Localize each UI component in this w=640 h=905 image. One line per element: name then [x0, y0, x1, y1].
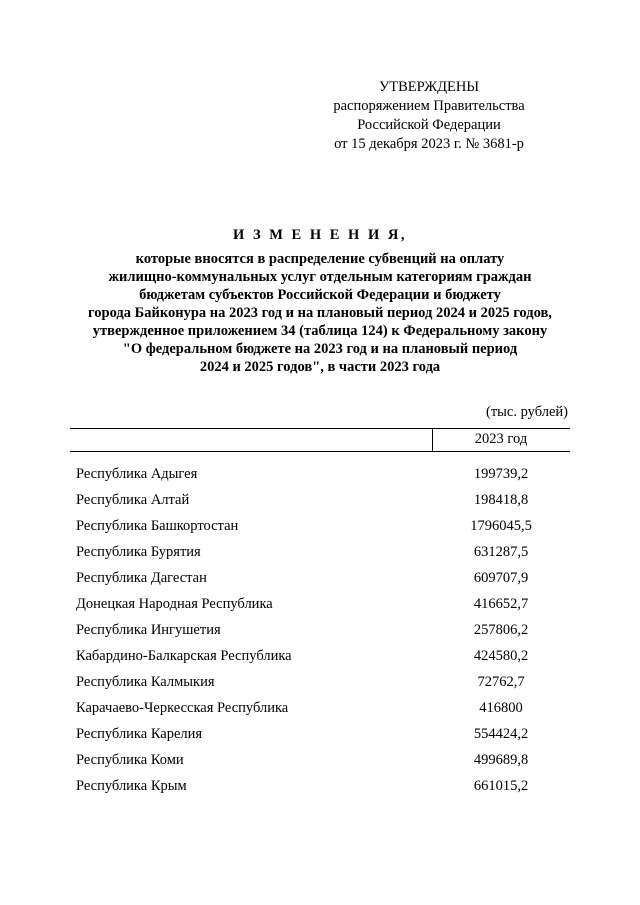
region-name: Республика Бурятия [76, 544, 201, 560]
table-row [76, 568, 570, 594]
subtitle-line: жилищно-коммунальных услуг отдельным категориям граждан [108, 269, 532, 285]
region-name: Республика Алтай [76, 492, 190, 508]
subtitle-line: бюджетам субъектов Российской Федерации и бюджету [139, 287, 501, 303]
table-row [76, 724, 570, 750]
table-row [76, 698, 570, 724]
table-body [76, 464, 570, 802]
region-value: 424580,2 [473, 648, 529, 664]
region-value: 554424,2 [473, 726, 529, 742]
table-row [76, 620, 570, 646]
subtitle-line: города Байконура на 2023 год и на плановый период 2024 и 2025 годов, [88, 305, 552, 321]
table-row [76, 594, 570, 620]
region-value: 631287,5 [473, 544, 529, 560]
region-name: Республика Башкортостан [76, 518, 239, 534]
subtitle-line: 2024 и 2025 годов", в части 2023 года [199, 359, 441, 375]
region-name: Кабардино-Балкарская Республика [76, 648, 292, 664]
table-row [76, 776, 570, 802]
document-title: И З М Е Н Е Н И Я, [233, 227, 407, 243]
table-row [76, 672, 570, 698]
region-name: Республика Крым [76, 778, 187, 794]
region-value: 499689,8 [473, 752, 529, 768]
subtitle-line: которые вносятся в распределение субвенций на оплату [135, 251, 505, 267]
region-name: Карачаево-Черкесская Республика [76, 700, 289, 716]
region-value: 609707,9 [473, 570, 529, 586]
table-row [76, 750, 570, 776]
region-value: 1796045,5 [470, 518, 532, 534]
subtitle-line: утвержденное приложением 34 (таблица 124) к Федеральному закону [92, 323, 548, 339]
year-column-header: 2023 год [474, 431, 528, 447]
subtitle-line: "О федеральном бюджете на 2023 год и на плановый период [122, 341, 518, 357]
units-label: (тыс. рублей) [486, 404, 568, 420]
region-name: Донецкая Народная Республика [76, 596, 273, 612]
table-row [76, 646, 570, 672]
region-value: 416800 [479, 700, 523, 716]
approval-line: распоряжением Правительства [333, 98, 525, 114]
region-name: Республика Карелия [76, 726, 203, 742]
region-value: 198418,8 [473, 492, 529, 508]
region-value: 72762,7 [477, 674, 525, 690]
region-name: Республика Калмыкия [76, 674, 215, 690]
region-name: Республика Ингушетия [76, 622, 221, 638]
region-name: Республика Коми [76, 752, 184, 768]
table-row [76, 516, 570, 542]
region-value: 416652,7 [473, 596, 529, 612]
region-value: 257806,2 [473, 622, 529, 638]
approval-date: от 15 декабря 2023 г. № 3681-р [334, 136, 524, 152]
approval-block [300, 78, 558, 154]
approval-heading: УТВЕРЖДЕНЫ [378, 79, 480, 95]
region-name: Республика Адыгея [76, 466, 198, 482]
table-header [70, 428, 570, 452]
approval-line: Российской Федерации [357, 117, 501, 133]
region-name: Республика Дагестан [76, 570, 207, 586]
region-value: 661015,2 [473, 778, 529, 794]
table-row [76, 490, 570, 516]
table-row [76, 464, 570, 490]
document-subtitle [60, 250, 580, 376]
table-row [76, 542, 570, 568]
region-value: 199739,2 [473, 466, 529, 482]
